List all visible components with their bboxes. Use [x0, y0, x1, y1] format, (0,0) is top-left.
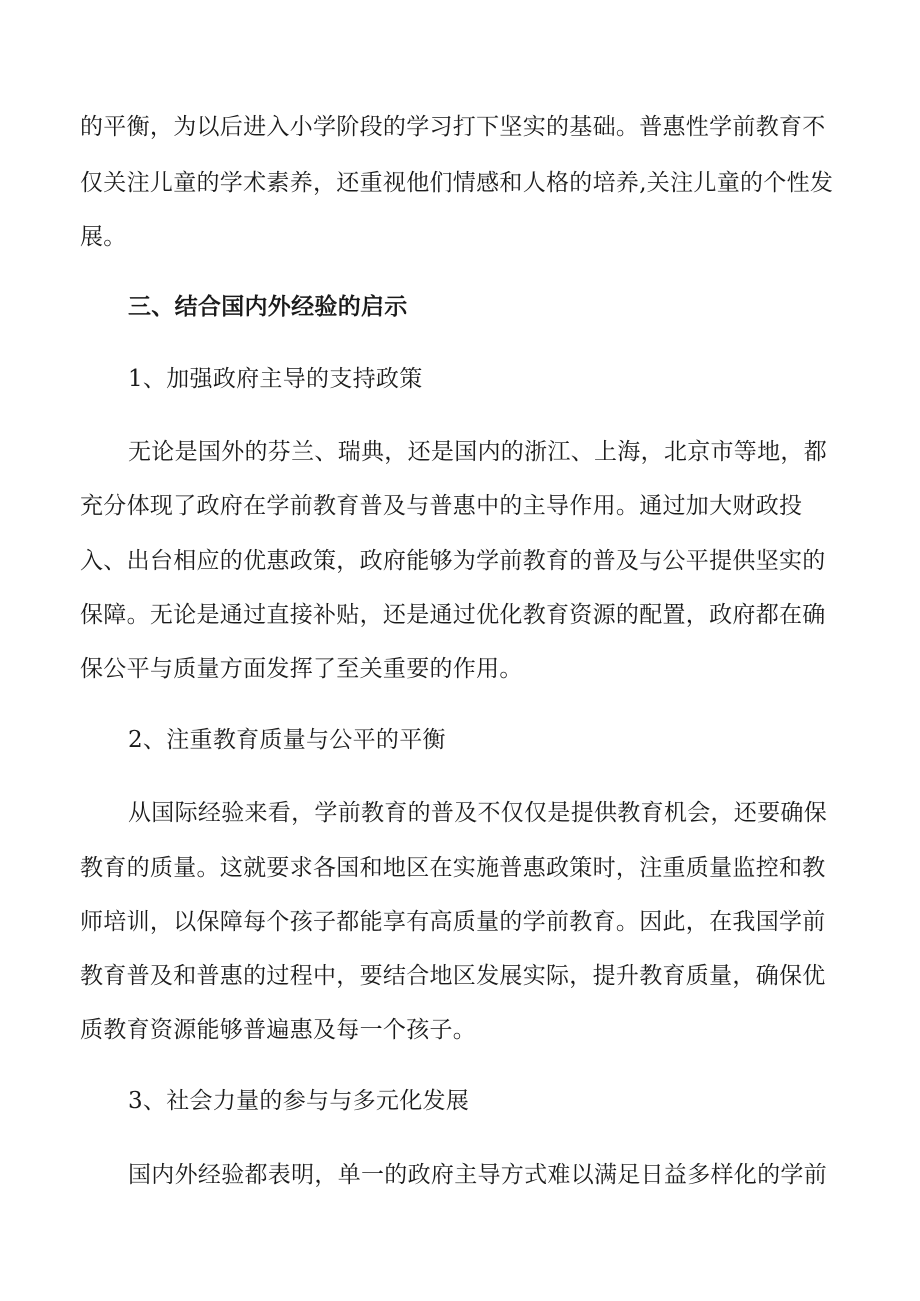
subheading-1: 1、加强政府主导的支持政策 [128, 366, 423, 392]
section-heading: 三、结合国内外经验的启示 [128, 293, 408, 320]
para0-line-2: 仅关注儿童的学术素养，还重视他们情感和人格的培养,关注儿童的个性发 [80, 170, 834, 196]
para2-line-3: 师培训，以保障每个孩子都能享有高质量的学前教育。因此，在我国学前 [80, 909, 826, 935]
para0-line-1: 的平衡，为以后进入小学阶段的学习打下坚实的基础。普惠性学前教育不 [80, 114, 826, 140]
para2-line-4: 教育普及和普惠的过程中，要结合地区发展实际，提升教育质量，确保优 [80, 963, 826, 989]
para3-line-1: 国内外经验都表明，单一的政府主导方式难以满足日益多样化的学前 [128, 1162, 827, 1188]
para0-line-3: 展。 [80, 224, 127, 250]
para1-line-5: 保公平与质量方面发挥了至关重要的作用。 [80, 656, 523, 682]
para2-line-2: 教育的质量。这就要求各国和地区在实施普惠政策时，注重质量监控和教 [80, 855, 826, 881]
para1-line-2: 充分体现了政府在学前教育普及与普惠中的主导作用。通过加大财政投 [80, 493, 803, 519]
para1-line-1: 无论是国外的芬兰、瑞典，还是国内的浙江、上海，北京市等地，都 [128, 439, 827, 465]
para2-line-5: 质教育资源能够普遍惠及每一个孩子。 [80, 1017, 477, 1043]
para1-line-4: 保障。无论是通过直接补贴，还是通过优化教育资源的配置，政府都在确 [80, 602, 826, 628]
subheading-3: 3、社会力量的参与与多元化发展 [128, 1088, 470, 1114]
para2-line-1: 从国际经验来看，学前教育的普及不仅仅是提供教育机会，还要确保 [128, 800, 827, 826]
subheading-2: 2、注重教育质量与公平的平衡 [128, 727, 446, 753]
para1-line-3: 入、出台相应的优惠政策，政府能够为学前教育的普及与公平提供坚实的 [80, 548, 826, 574]
